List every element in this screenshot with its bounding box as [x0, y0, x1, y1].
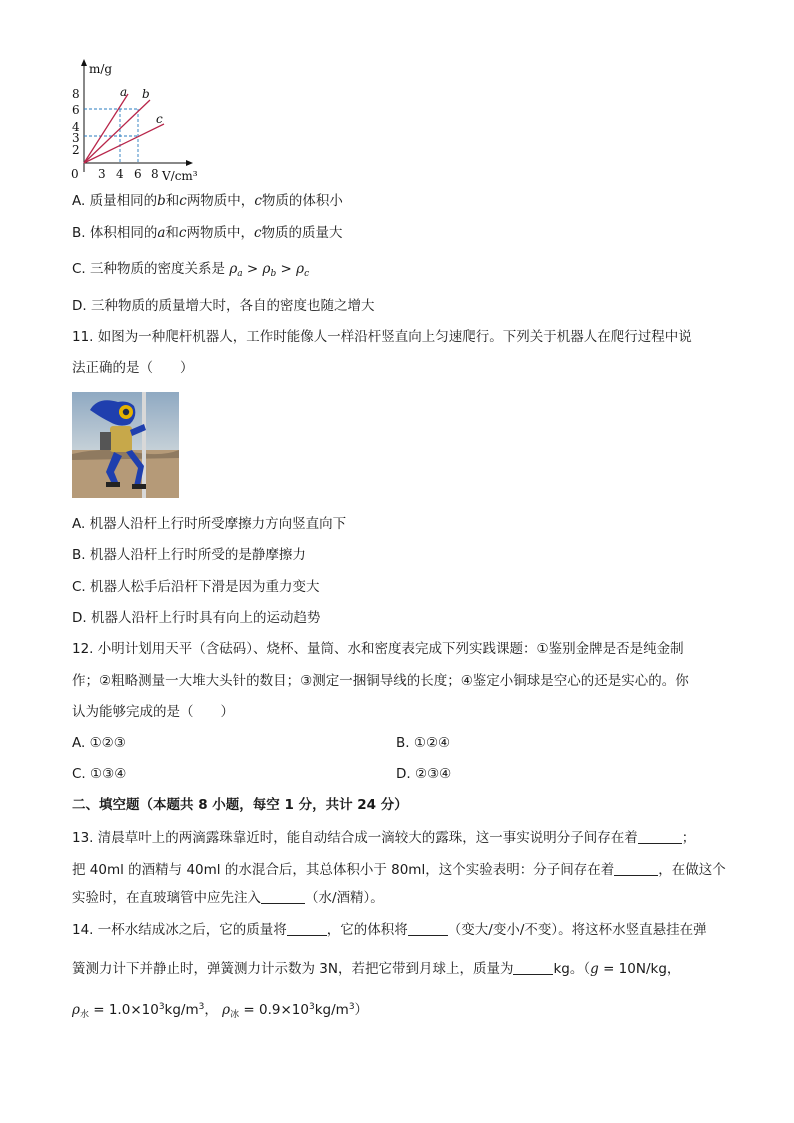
x-axis-label: V/cm³	[162, 169, 198, 183]
q12-option-c: C. ①③④	[72, 766, 127, 782]
q11-option-b: B. 机器人沿杆上行时所受的是静摩擦力	[72, 547, 306, 563]
q12-option-b: B. ①②④	[396, 735, 451, 751]
ytick-6: 6	[72, 103, 80, 117]
xtick-3: 3	[98, 167, 106, 181]
section-2-heading: 二、填空题（本题共 8 小题，每空 1 分，共计 24 分）	[72, 797, 408, 813]
origin-label: 0	[71, 167, 79, 181]
q12-option-d: D. ②③④	[396, 766, 452, 782]
q11-stem-line2: 法正确的是（ ）	[72, 360, 194, 376]
label-b: b	[142, 87, 150, 101]
q12-stem-line3: 认为能够完成的是（ ）	[72, 704, 234, 720]
ytick-2: 2	[72, 143, 80, 157]
q12-stem-line1: 12. 小明计划用天平（含砝码）、烧杯、量筒、水和密度表完成下列实践课题：①鉴别金牌是否是纯金制	[72, 641, 684, 657]
q12-stem-line2: 作；②粗略测量一大堆大头针的数目；③测定一捆铜导线的长度；④鉴定小铜球是空心的还是实心的。你	[72, 673, 689, 689]
ytick-8: 8	[72, 87, 80, 101]
label-c: c	[156, 112, 163, 126]
q11-option-a: A. 机器人沿杆上行时所受摩擦力方向竖直向下	[72, 516, 347, 532]
q10-option-d: D. 三种物质的质量增大时，各自的密度也随之增大	[72, 298, 375, 314]
xtick-6: 6	[134, 167, 142, 181]
q11-stem-line1: 11. 如图为一种爬杆机器人，工作时能像人一样沿杆竖直向上匀速爬行。下列关于机器人在爬行过程中说	[72, 329, 692, 345]
q14-blank-1[interactable]	[287, 922, 327, 936]
ytick-3: 3	[72, 131, 80, 145]
q14-line3: $\rho_水 = 1.0\times 10^3kg/m^3$， $\rho_冰 = 0.9\times 10^3kg/m^3$）	[72, 1002, 369, 1020]
q13-line1: 13. 清晨草叶上的两滴露珠靠近时，能自动结合成一滴较大的露珠，这一事实说明分子间存在着 ；	[72, 830, 696, 846]
q10-option-a: A. 质量相同的b和c两物质中，c物质的体积小	[72, 193, 343, 209]
q13-blank-2[interactable]	[614, 862, 658, 876]
q14-blank-2[interactable]	[408, 922, 448, 936]
q13-line3: 实验时，在直玻璃管中应先注入 （水/酒精）。	[72, 890, 384, 906]
mass-volume-graph	[62, 56, 222, 186]
q13-line2: 把 40ml 的酒精与 40ml 的水混合后，其总体积小于 80ml，这个实验表明：分子间存在着 ，在做这个	[72, 862, 726, 878]
x-axis-arrow	[186, 160, 193, 166]
label-a: a	[120, 85, 128, 99]
q13-blank-1[interactable]	[638, 830, 682, 844]
y-axis-label: m/g	[89, 62, 113, 76]
q10-option-c: C. 三种物质的密度关系是 $\rho_a > \rho_b > \rho_c$	[72, 261, 310, 279]
y-axis-arrow	[81, 59, 87, 66]
q12-option-a: A. ①②③	[72, 735, 126, 751]
q14-blank-3[interactable]	[513, 961, 553, 975]
q10-option-b: B. 体积相同的a和c两物质中，c物质的质量大	[72, 225, 343, 241]
xtick-4: 4	[116, 167, 124, 181]
q11-option-d: D. 机器人沿杆上行时具有向上的运动趋势	[72, 610, 321, 626]
q13-blank-3[interactable]	[261, 890, 305, 904]
q14-line2: 簧测力计下并静止时，弹簧测力计示数为 3N，若把它带到月球上，质量为 kg。（g = 10N/kg，	[72, 961, 681, 977]
ytick-4: 4	[72, 120, 80, 134]
climbing-robot-photo	[72, 392, 179, 498]
xtick-8: 8	[151, 167, 159, 181]
q11-option-c: C. 机器人松手后沿杆下滑是因为重力变大	[72, 579, 320, 595]
q14-line1: 14. 一杯水结成冰之后，它的质量将 ，它的体积将 （变大/变小/不变）。将这杯水竖直悬挂在弹	[72, 922, 707, 938]
